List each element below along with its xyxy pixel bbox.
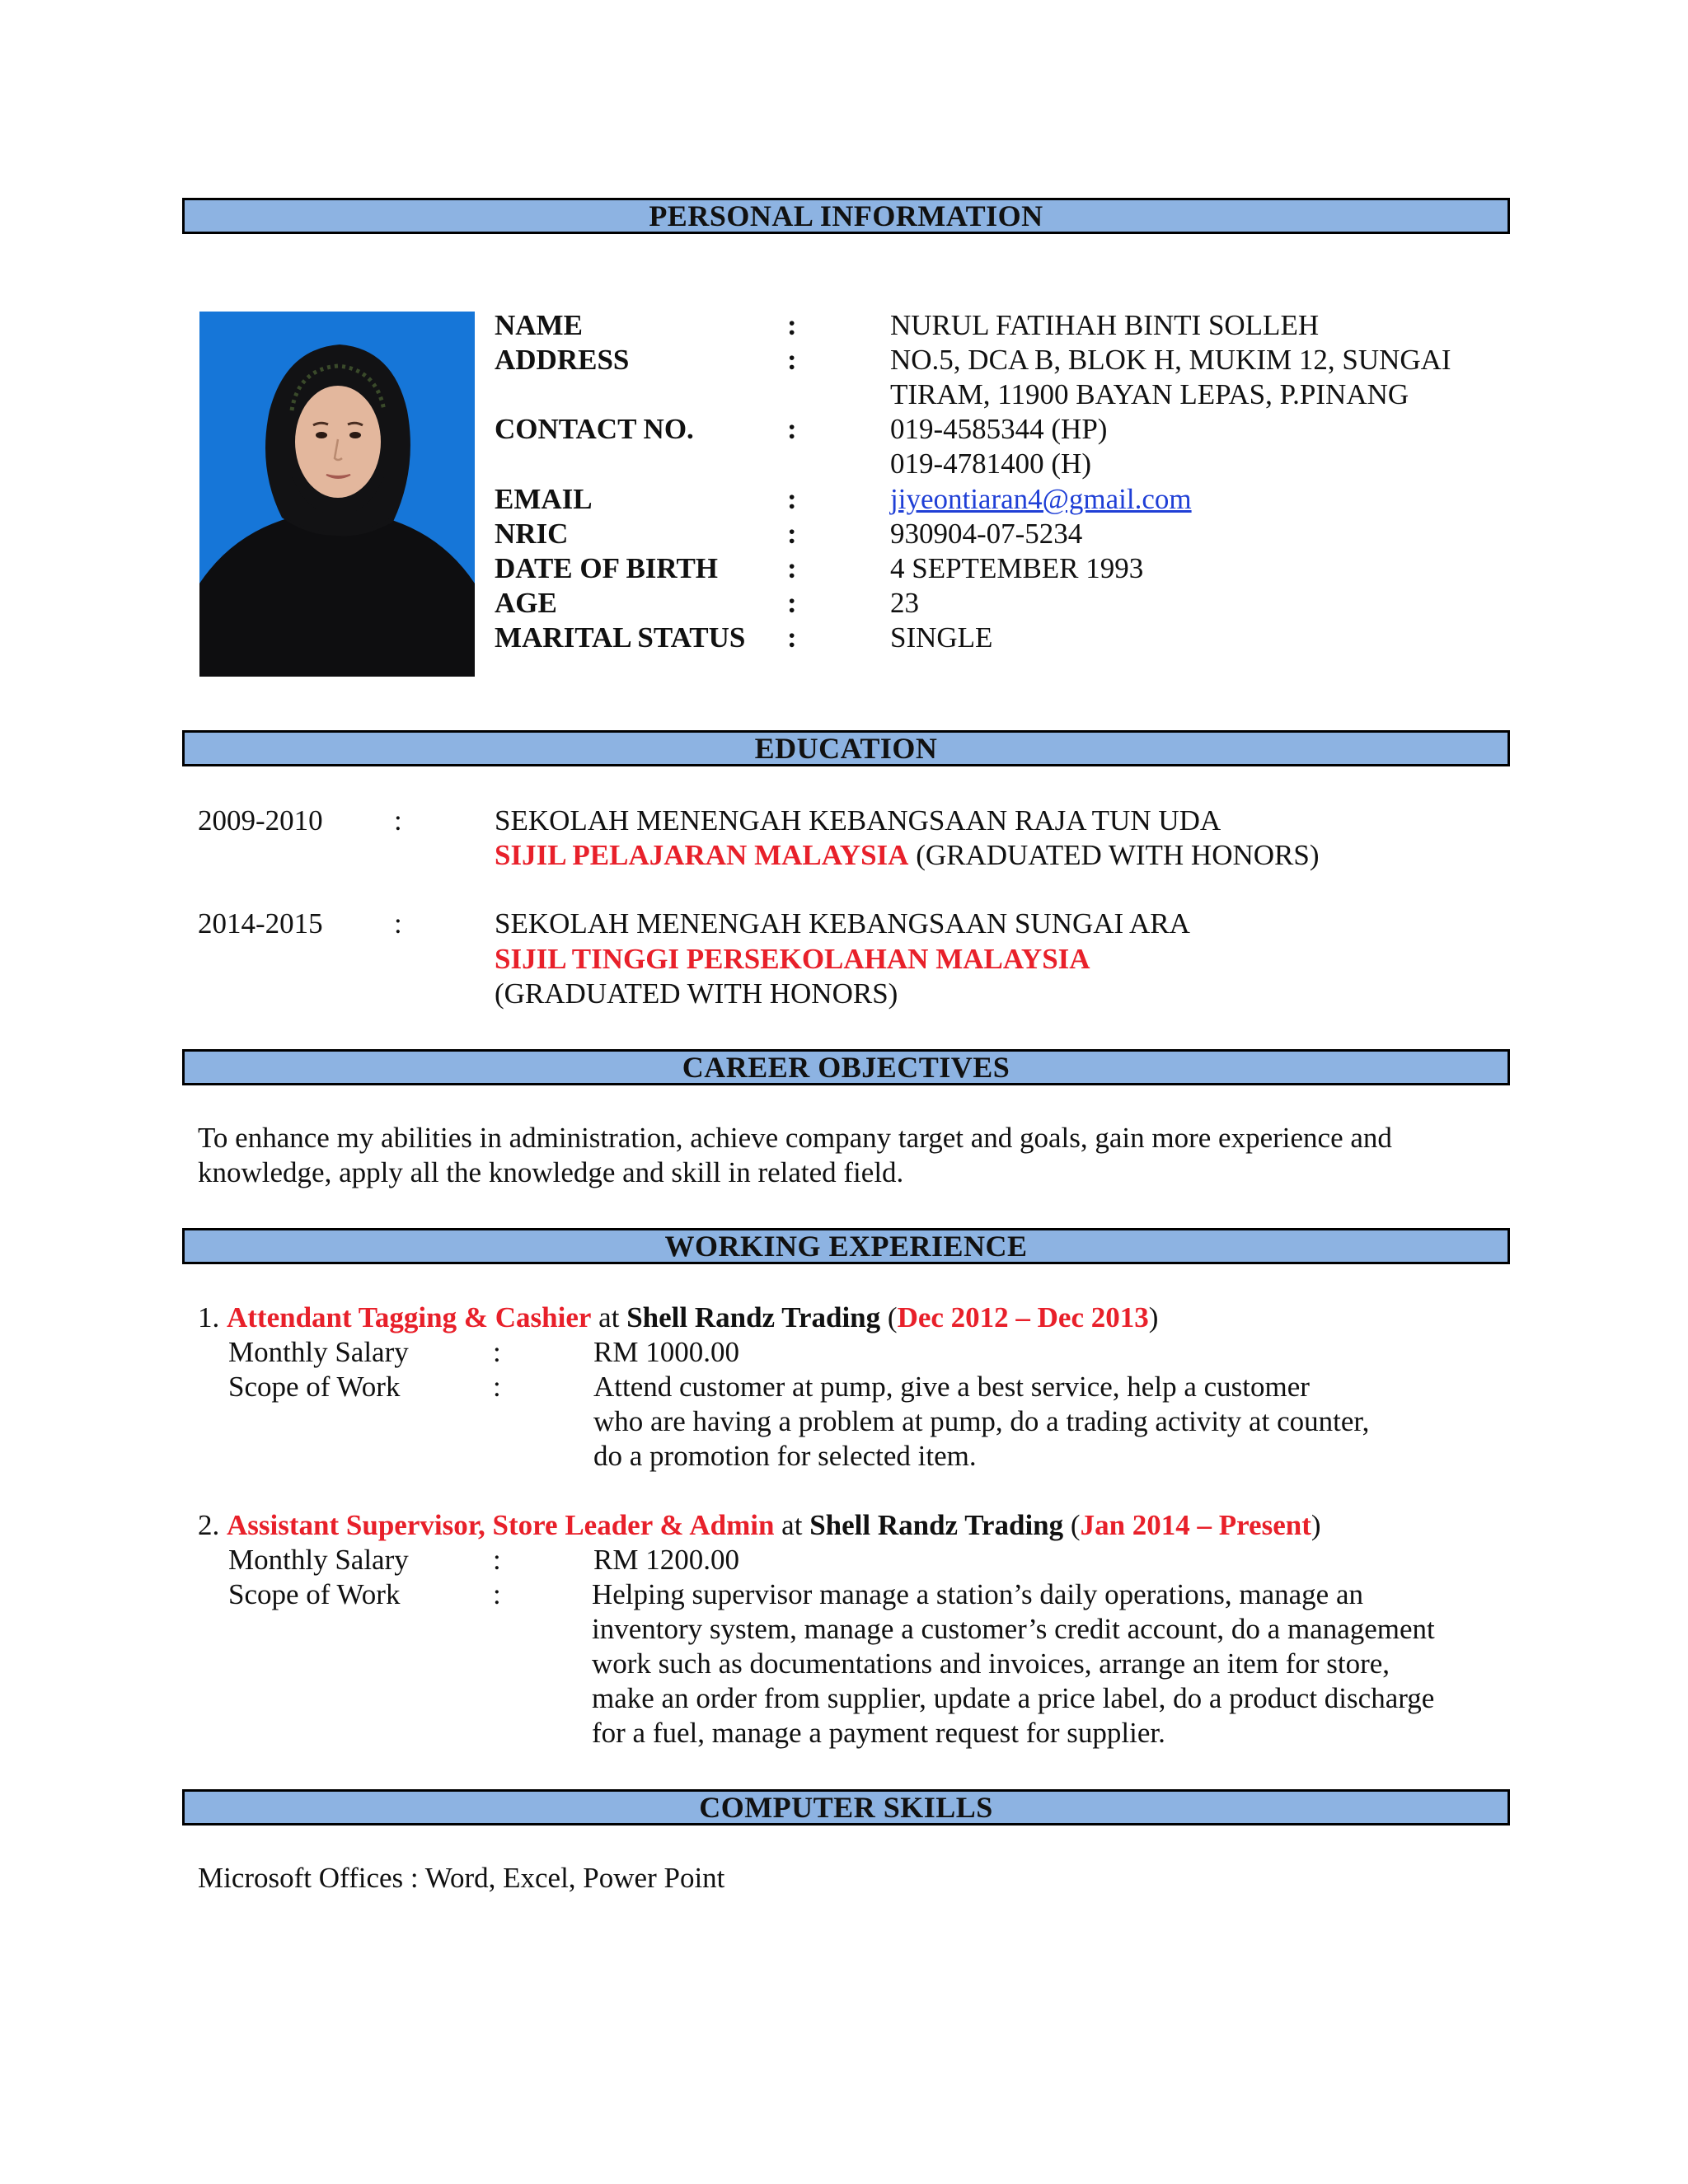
dob-label: DATE OF BIRTH [495,552,719,584]
work-2-salary-colon: : [493,1544,501,1576]
education-1-school: SEKOLAH MENENGAH KEBANGSAAN RAJA TUN UDA [495,804,1221,837]
address-line-2: TIRAM, 11900 BAYAN LEPAS, P.PINANG [890,378,1409,410]
age-colon: : [787,587,797,619]
marital-colon: : [787,621,797,654]
section-header-working-experience: WORKING EXPERIENCE [182,1228,1510,1264]
nric-colon: : [787,518,797,550]
contact-home: 019-4781400 (H) [890,448,1091,480]
contact-hp: 019-4585344 (HP) [890,413,1108,445]
education-1-years: 2009-2010 [198,804,323,837]
work-2-scope-colon: : [493,1578,501,1610]
marital-value: SINGLE [890,621,993,654]
education-1-honors: (GRADUATED WITH HONORS) [908,839,1320,871]
work-1-scope-line-1: Attend customer at pump, give a best service, help a customer [593,1371,1310,1403]
work-2-salary-label: Monthly Salary [228,1544,409,1576]
work-1-title: Attendant Tagging & Cashier [227,1301,592,1333]
work-1-scope-line-2: who are having a problem at pump, do a trading activity at counter, [593,1405,1370,1437]
email-colon: : [787,483,797,515]
age-value: 23 [890,587,919,619]
dob-colon: : [787,552,797,584]
education-2-cert: SIJIL TINGGI PERSEKOLAHAN MALAYSIA [495,943,1090,975]
address-label: ADDRESS [495,344,630,376]
work-1-company: Shell Randz Trading [626,1301,881,1333]
work-2-open-paren: ( [1063,1509,1081,1541]
person-silhouette-icon [199,312,475,677]
work-1-scope-label: Scope of Work [228,1371,401,1403]
career-line-1: To enhance my abilities in administration, achieve company target and goals, gain more experience and [198,1122,1392,1154]
marital-label: MARITAL STATUS [495,621,746,654]
education-1-cert: SIJIL PELAJARAN MALAYSIA [495,839,909,871]
profile-photo [199,312,475,677]
section-header-personal-information: PERSONAL INFORMATION [182,198,1510,234]
work-2-scope-line-5: for a fuel, manage a payment request for supplier. [592,1717,1165,1749]
work-2-scope-label: Scope of Work [228,1578,401,1610]
contact-colon: : [787,413,797,445]
work-1-scope-colon: : [493,1371,501,1403]
work-1-open-paren: ( [880,1301,898,1333]
section-header-education: EDUCATION [182,730,1510,766]
education-2-school: SEKOLAH MENENGAH KEBANGSAAN SUNGAI ARA [495,907,1190,940]
education-2-honors: (GRADUATED WITH HONORS) [495,977,898,1010]
section-header-career-objectives: CAREER OBJECTIVES [182,1049,1510,1085]
work-1-salary-colon: : [493,1336,501,1368]
education-2-years: 2014-2015 [198,907,323,940]
section-header-computer-skills: COMPUTER SKILLS [182,1789,1510,1825]
work-2-number: 2. [198,1509,227,1541]
name-colon: : [787,309,797,341]
work-2-scope-line-2: inventory system, manage a customer’s credit account, do a management [592,1613,1435,1645]
work-1-scope-line-3: do a promotion for selected item. [593,1440,977,1472]
work-2-company: Shell Randz Trading [809,1509,1064,1541]
email-label: EMAIL [495,483,593,515]
work-1-number: 1. [198,1301,227,1333]
work-2-salary-value: RM 1200.00 [593,1544,739,1576]
name-label: NAME [495,309,583,341]
work-1-salary-value: RM 1000.00 [593,1336,739,1368]
work-2-title: Assistant Supervisor, Store Leader & Admin [227,1509,775,1541]
age-label: AGE [495,587,557,619]
work-2-heading [198,1508,1321,1543]
name-value: NURUL FATIHAH BINTI SOLLEH [890,309,1320,341]
dob-value: 4 SEPTEMBER 1993 [890,552,1144,584]
nric-label: NRIC [495,518,569,550]
address-colon: : [787,344,797,376]
work-2-scope-line-4: make an order from supplier, update a price label, do a product discharge [592,1682,1435,1714]
work-2-period: Jan 2014 – Present [1080,1509,1311,1541]
address-line-1: NO.5, DCA B, BLOK H, MUKIM 12, SUNGAI [890,344,1451,376]
work-2-close-paren: ) [1311,1509,1321,1541]
nric-value: 930904-07-5234 [890,518,1083,550]
work-1-period: Dec 2012 – Dec 2013 [897,1301,1149,1333]
work-1-salary-label: Monthly Salary [228,1336,409,1368]
computer-skills-line: Microsoft Offices : Word, Excel, Power Point [198,1862,725,1894]
education-2-colon: : [394,907,402,940]
work-2-scope-line-1: Helping supervisor manage a station’s daily operations, manage an [592,1578,1363,1610]
work-2-scope-line-3: work such as documentations and invoices, arrange an item for store, [592,1647,1390,1680]
work-1-close-paren: ) [1148,1301,1159,1333]
career-line-2: knowledge, apply all the knowledge and skill in related field. [198,1156,904,1188]
email-link[interactable]: jiyeontiaran4@gmail.com [890,483,1192,515]
education-1-colon: : [394,804,402,837]
work-1-at: at [591,1301,627,1333]
work-2-at: at [774,1509,810,1541]
education-1-cert-line [495,838,1320,873]
contact-label: CONTACT NO. [495,413,694,445]
work-1-heading [198,1301,1158,1335]
